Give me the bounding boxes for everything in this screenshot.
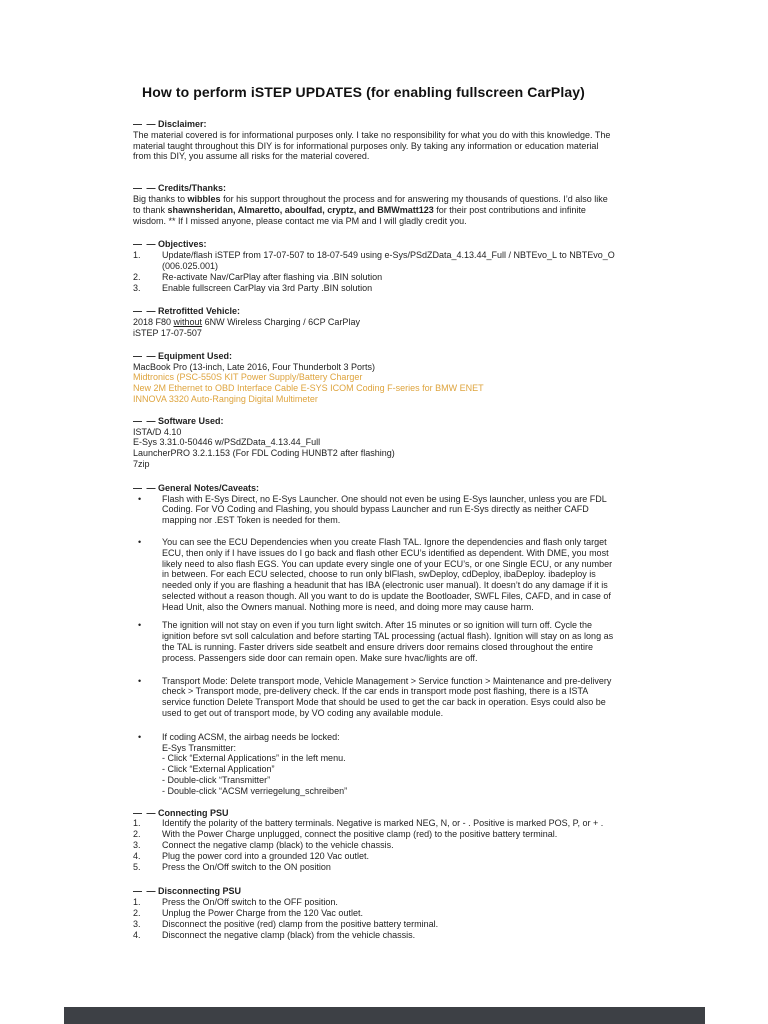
doc-line: needed only if you are flashing a headunit that has IBA (electronic user manual). It doesn’t do any damage if it is [162,580,608,591]
doc-line: - Click “External Applications” in the left menu. [162,753,346,764]
viewer-bottom-bar [64,1007,705,1024]
credit-name-bold: wibbles [187,193,221,204]
note-bullet [133,537,645,613]
heading-label: Disclaimer: [158,119,207,129]
vehicle-text: 6NW Wireless Charging / 6CP CarPlay [202,317,360,328]
item-number: 4. [133,929,141,940]
bullet-text [162,732,645,797]
doc-line: - Double-click “Transmitter” [162,775,271,786]
note-bullet [133,620,645,663]
doc-line: 7zip [133,458,150,469]
bullet-marker: • [138,731,142,742]
heading-label: Credits/Thanks: [158,183,227,194]
heading-dashes: — — [133,306,157,317]
doc-line: Enable fullscreen CarPlay via 3rd Party .BIN solution [162,282,373,293]
note-bullet [133,732,645,797]
item-number: 2. [133,271,141,282]
item-number: 2. [133,908,141,919]
bullet-text [162,494,645,526]
doc-line: used to get out of transport mode, by VO coding any available module. [162,708,444,719]
heading-label: Retrofitted Vehicle: [158,306,241,317]
heading-connecting-psu [133,808,645,819]
heading-retrofitted-vehicle [133,306,645,317]
numbered-item [133,829,645,840]
item-number: 2. [133,829,141,840]
document-content [133,84,645,940]
bullet-marker: • [138,493,142,504]
numbered-item [133,862,645,873]
heading-label: Disconnecting PSU [158,886,242,897]
heading-dashes: — — [133,183,157,194]
doc-line: mapping nor .EST Token is needed for them. [162,515,341,526]
vehicle-text: 2018 F80 [133,317,174,328]
doc-line: selected without a reason though. All you want to do is update the Bootloader, SWFL Files, CAFD, and in case of [162,590,611,601]
heading-label: Software Used: [158,415,224,426]
doc-line: - Double-click “ACSM verriegelung_schreiben” [162,785,348,796]
doc-line: E-Sys 3.31.0-50446 w/PSdZData_4.13.44_Full [133,437,321,448]
credit-name-bold: shawnsheridan, Almaretto, aboulfad, cryptz, and BMWmatt123 [167,204,434,215]
credit-text: Big thanks to [133,193,188,204]
heading-equipment-used [133,351,645,362]
doc-line [133,194,645,205]
doc-line: LauncherPRO 3.2.1.153 (For FDL Coding HUNBT2 after flashing) [133,448,395,459]
equipment-link[interactable]: New 2M Ethernet to OBD Interface Cable E-SYS ICOM Coding F-series for BMW ENET [133,383,484,394]
bullet-marker: • [138,675,142,686]
numbered-item [133,897,645,908]
heading-general-notes [133,483,645,494]
doc-line: - Click “External Application” [162,764,275,775]
item-number: 3. [133,282,141,293]
doc-line: Press the On/Off switch to the ON position [162,861,331,872]
doc-line [133,317,645,328]
numbered-item [133,919,645,930]
bullet-marker: • [138,620,142,631]
numbered-item [133,840,645,851]
item-number: 1. [133,250,141,261]
item-number: 4. [133,850,141,861]
underlined-word: without [173,317,203,328]
note-bullet [133,494,645,526]
doc-line: Re-activate Nav/CarPlay after flashing via .BIN solution [162,271,383,282]
doc-line: service function Delete Transport Mode that should be used to get the car back in operation. Esys could also be [162,697,606,708]
doc-line: check > Transport mode, pre-delivery check. If the car ends in transport mode post flashing, there is a ISTA [162,686,589,697]
doc-line: from this DIY, you assume all risks for the material covered. [133,151,370,162]
item-number: 3. [133,840,141,851]
doc-line: Plug the power cord into a grounded 120 Vac outlet. [162,850,369,861]
heading-dashes: — — [133,886,157,897]
heading-objectives [133,239,645,250]
credit-text: for his support throughout the process and for answering my thousands of questions. I’d also like [220,193,608,204]
doc-line: wisdom. ** If I missed anyone, please contact me via PM and I will gladly credit you. [133,215,467,226]
doc-line: Update/flash iSTEP from 17-07-507 to 18-07-549 using e-Sys/PSdZData_4.13.44_Full / NBTEvo_L to NBTEvo_O [162,250,615,261]
item-number: 5. [133,861,141,872]
note-bullet [133,676,645,719]
doc-line: process. Passengers side door can remain open. Make sure hvac/lights are off. [162,652,478,663]
doc-line: Disconnect the positive (red) clamp from the positive battery terminal. [162,918,439,929]
doc-line: The ignition will not stay on even if you turn light switch. After 15 minutes or so ignition will turn off. Cycle the [162,620,593,631]
doc-line: E-Sys Transmitter: [162,742,237,753]
heading-software-used [133,416,645,427]
doc-line: Transport Mode: Delete transport mode, Vehicle Management > Service function > Maintenance and pre-delivery [162,675,612,686]
heading-disclaimer [133,119,645,130]
numbered-item [133,283,645,294]
heading-dashes: — — [133,415,157,426]
doc-line: With the Power Charge unplugged, connect the positive clamp (red) to the positive battery terminal. [162,829,558,840]
doc-line: Connect the negative clamp (black) to the vehicle chassis. [162,840,394,851]
doc-line: You can see the ECU Dependencies when you create Flash TAL. Ignore the dependencies and flash only target [162,536,607,547]
heading-label: Equipment Used: [158,350,233,361]
bullet-text [162,676,645,719]
doc-line: Head Unit, also the Owners manual. Nothing more is need, and doing more may cause harm. [162,601,534,612]
doc-line: Unplug the Power Charge from the 120 Vac outlet. [162,908,363,919]
credit-text: to thank [133,204,168,215]
numbered-item [133,250,645,272]
doc-line: likely need to also flash EGS. You can update every single one of your ECU’s, or one Single ECU, or any number [162,558,613,569]
numbered-item [133,818,645,829]
heading-credits [133,183,645,194]
heading-dashes: — — [133,807,157,818]
numbered-item [133,272,645,283]
item-number: 3. [133,918,141,929]
doc-line: MacBook Pro (13-inch, Late 2016, Four Thunderbolt 3 Ports) [133,361,375,372]
page-title: How to perform iSTEP UPDATES (for enabling fullscreen CarPlay) [142,84,585,100]
heading-label: Objectives: [158,239,207,250]
doc-line: Press the On/Off switch to the OFF position. [162,897,338,908]
numbered-item [133,908,645,919]
heading-disconnecting-psu [133,886,645,897]
item-text [162,283,645,294]
bullet-text [162,620,645,663]
doc-line: material taught throughout this DIY is for informational purposes only. By taking any information or education material [133,140,599,151]
doc-line: (006.025.001) [162,260,219,271]
doc-line: If coding ACSM, the airbag needs be locked: [162,731,340,742]
heading-label: General Notes/Caveats: [158,482,260,493]
doc-line: iSTEP 17-07-507 [133,327,202,338]
equipment-link[interactable]: INNOVA 3320 Auto-Ranging Digital Multimeter [133,393,318,404]
numbered-item [133,930,645,941]
item-text [162,250,645,272]
item-text [162,272,645,283]
item-number: 1. [133,897,141,908]
item-number: 1. [133,818,141,829]
doc-line: Identify the polarity of the battery terminals. Negative is marked NEG, N, or - . Positive is marked POS, P, or + . [162,818,604,829]
heading-dashes: — — [133,482,157,493]
heading-dashes: — — [133,350,157,361]
numbered-item [133,851,645,862]
bullet-text [162,537,645,613]
doc-line: ignition before svt soll calculation and before starting TAL processing (actual flash). Ignition will stay on as long as [162,631,614,642]
credit-text: for their post contributions and infinite [433,204,586,215]
bullet-marker: • [138,536,142,547]
doc-line: Coding. For VO Coding and Flashing, you should bypass Launcher and run E-Sys directly as neither CAFD [162,504,589,515]
doc-line: ISTA/D 4.10 [133,426,182,437]
doc-line: in between. For each ECU selected, choose to run only blFlash, swDeploy, cdDeploy, ibaDeploy. ibadeploy is [162,569,596,580]
doc-line: The material covered is for informational purposes only. I take no responsibility for what you do with this knowledge. The [133,129,611,140]
doc-line: the TAL is running. Faster drivers side seatbelt and ensure drivers door remains closed throughout the entire [162,642,594,653]
heading-dashes: — — [133,239,157,250]
doc-line: Flash with E-Sys Direct, no E-Sys Launcher. One should not even be using E-Sys launcher, unless you are FDL [162,493,607,504]
heading-label: Connecting PSU [158,807,229,818]
doc-line [133,205,645,216]
equipment-link[interactable]: Midtronics (PSC-550S KIT Power Supply/Battery Charger [133,372,363,383]
doc-line: Disconnect the negative clamp (black) from the vehicle chassis. [162,929,416,940]
doc-line: ECU, then only if I have issues do I go back and flash other ECU’s identified as dependent. With DME, you most [162,547,609,558]
heading-dashes: — — [133,119,157,129]
